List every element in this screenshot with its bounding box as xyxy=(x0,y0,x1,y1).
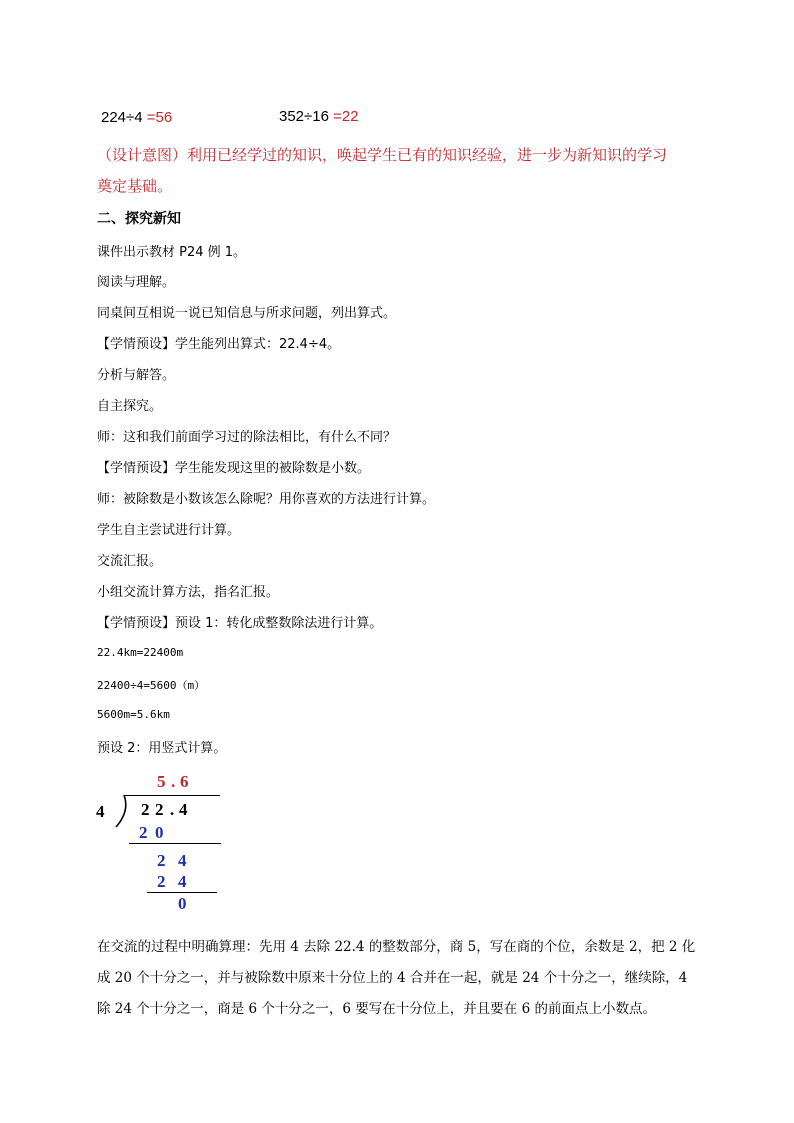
design-intent-line-1: （设计意图）利用已经学过的知识，唤起学生已有的知识经验，进一步为新知识的学习 xyxy=(97,146,668,164)
equation-1 xyxy=(101,109,172,126)
text-line-12: 小组交流计算方法，指名汇报。 xyxy=(97,585,280,600)
dividend-point: . xyxy=(170,800,175,819)
step1-digit-1: 2 xyxy=(139,823,148,842)
step3-digit-2: 4 xyxy=(178,872,187,891)
step2-digit-1: 2 xyxy=(157,851,166,870)
text-line-6: 自主探究。 xyxy=(97,399,163,414)
explanation-line-2: 成 20 个十分之一，并与被除数中原来十分位上的 4 合并在一起，就是 24 个十分之一，继续除，4 xyxy=(97,970,688,986)
calc-line-3: 5600m=5.6km xyxy=(97,708,170,721)
quotient-point: . xyxy=(171,772,176,791)
text-line-2: 阅读与理解。 xyxy=(97,275,176,290)
design-intent-line-2: 奠定基础。 xyxy=(97,177,173,195)
calc-line-1: 22.4km=22400m xyxy=(97,646,184,659)
text-line-7: 师：这和我们前面学习过的除法相比，有什么不同？ xyxy=(97,430,397,445)
step1-digit-2: 0 xyxy=(155,823,164,842)
step1-rule xyxy=(129,843,221,844)
equation-2-result: =22 xyxy=(333,108,359,125)
section-heading: 二、探究新知 xyxy=(97,211,181,227)
dividend-digit-1: 2 xyxy=(141,800,150,819)
quotient-digit-1: 5 xyxy=(157,772,166,791)
remainder: 0 xyxy=(178,894,187,913)
division-bracket xyxy=(110,794,128,830)
text-line-1: 课件出示教材 P24 例 1。 xyxy=(97,245,247,260)
step2-digit-2: 4 xyxy=(178,851,187,870)
text-line-11: 交流汇报。 xyxy=(97,554,163,569)
text-line-4: 【学情预设】学生能列出算式：22.4÷4。 xyxy=(97,337,341,352)
text-line-13: 【学情预设】预设 1：转化成整数除法进行计算。 xyxy=(97,616,383,631)
equation-2 xyxy=(279,108,359,125)
calc-line-2: 22400÷4=5600（m） xyxy=(97,679,206,692)
equation-1-result: =56 xyxy=(146,109,173,126)
dividend-digit-2: 2 xyxy=(155,800,164,819)
equation-1-expr: 224÷4 xyxy=(101,109,147,126)
explanation-line-1: 在交流的过程中明确算理：先用 4 去除 22.4 的整数部分，商 5，写在商的个位，余数是 2，把 2 化 xyxy=(97,939,696,955)
step3-rule xyxy=(147,892,217,893)
explanation-line-3: 除 24 个十分之一，商是 6 个十分之一，6 要写在十分位上，并且要在 6 的前面点上小数点。 xyxy=(97,1001,656,1017)
dividend-digit-3: 4 xyxy=(179,800,188,819)
preset-2-line: 预设 2：用竖式计算。 xyxy=(97,741,227,756)
division-bar xyxy=(124,795,220,796)
text-line-9: 师：被除数是小数该怎么除呢？用你喜欢的方法进行计算。 xyxy=(97,492,436,507)
text-line-8: 【学情预设】学生能发现这里的被除数是小数。 xyxy=(97,461,371,476)
step3-digit-1: 2 xyxy=(157,872,166,891)
text-line-10: 学生自主尝试进行计算。 xyxy=(97,523,241,538)
quotient-digit-2: 6 xyxy=(180,772,189,791)
text-line-5: 分析与解答。 xyxy=(97,368,176,383)
divisor: 4 xyxy=(96,802,105,821)
equation-2-expr: 352÷16 xyxy=(279,108,334,125)
text-line-3: 同桌间互相说一说已知信息与所求问题，列出算式。 xyxy=(97,306,397,321)
